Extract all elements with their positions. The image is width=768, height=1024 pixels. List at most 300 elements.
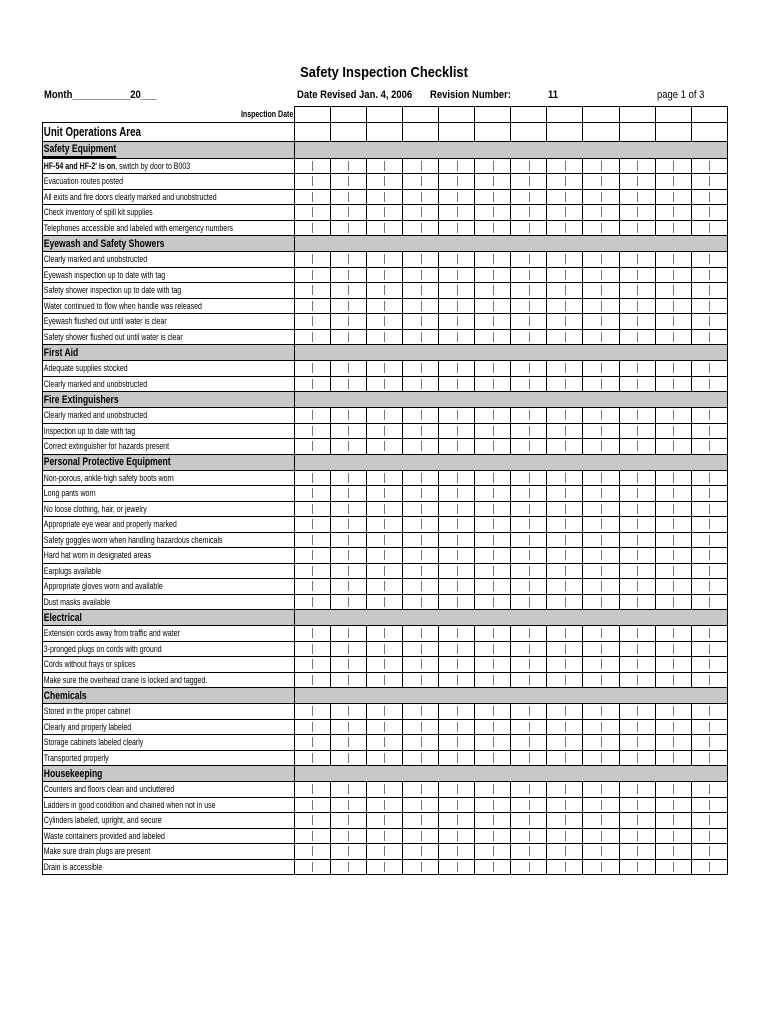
item-check-cell[interactable] — [583, 267, 619, 283]
item-check-cell[interactable] — [583, 594, 619, 610]
item-check-cell[interactable] — [366, 158, 402, 174]
item-check-cell[interactable] — [439, 672, 475, 688]
item-check-cell[interactable] — [655, 220, 691, 236]
item-check-cell[interactable] — [655, 548, 691, 564]
item-check-cell[interactable] — [439, 813, 475, 829]
item-check-cell[interactable] — [691, 517, 727, 533]
item-check-cell[interactable] — [583, 672, 619, 688]
item-check-cell[interactable] — [294, 314, 330, 330]
item-check-cell[interactable] — [366, 517, 402, 533]
item-check-cell[interactable] — [330, 735, 366, 751]
item-check-cell[interactable] — [439, 828, 475, 844]
item-check-cell[interactable] — [619, 189, 655, 205]
item-check-cell[interactable] — [691, 220, 727, 236]
item-check-cell[interactable] — [330, 672, 366, 688]
item-check-cell[interactable] — [655, 626, 691, 642]
item-check-cell[interactable] — [655, 408, 691, 424]
item-check-cell[interactable] — [655, 298, 691, 314]
item-check-cell[interactable] — [655, 423, 691, 439]
item-check-cell[interactable] — [655, 252, 691, 268]
item-check-cell[interactable] — [439, 158, 475, 174]
item-check-cell[interactable] — [366, 719, 402, 735]
item-check-cell[interactable] — [294, 252, 330, 268]
area-check-cell[interactable] — [330, 122, 366, 141]
item-check-cell[interactable] — [366, 548, 402, 564]
item-check-cell[interactable] — [330, 439, 366, 455]
inspection-date-cell[interactable] — [655, 107, 691, 123]
item-check-cell[interactable] — [691, 579, 727, 595]
item-check-cell[interactable] — [330, 470, 366, 486]
item-check-cell[interactable] — [439, 501, 475, 517]
item-check-cell[interactable] — [403, 813, 439, 829]
item-check-cell[interactable] — [583, 329, 619, 345]
item-check-cell[interactable] — [655, 641, 691, 657]
item-check-cell[interactable] — [583, 158, 619, 174]
item-check-cell[interactable] — [366, 376, 402, 392]
item-check-cell[interactable] — [439, 267, 475, 283]
item-check-cell[interactable] — [511, 672, 547, 688]
item-check-cell[interactable] — [583, 641, 619, 657]
item-check-cell[interactable] — [294, 298, 330, 314]
item-check-cell[interactable] — [403, 704, 439, 720]
item-check-cell[interactable] — [366, 314, 402, 330]
item-check-cell[interactable] — [403, 408, 439, 424]
item-check-cell[interactable] — [294, 813, 330, 829]
area-check-cell[interactable] — [511, 122, 547, 141]
item-check-cell[interactable] — [655, 719, 691, 735]
item-check-cell[interactable] — [294, 205, 330, 221]
item-check-cell[interactable] — [439, 252, 475, 268]
item-check-cell[interactable] — [439, 283, 475, 299]
item-check-cell[interactable] — [330, 205, 366, 221]
item-check-cell[interactable] — [475, 750, 511, 766]
item-check-cell[interactable] — [366, 828, 402, 844]
item-check-cell[interactable] — [439, 205, 475, 221]
inspection-date-cell[interactable] — [691, 107, 727, 123]
item-check-cell[interactable] — [366, 859, 402, 875]
item-check-cell[interactable] — [439, 782, 475, 798]
item-check-cell[interactable] — [583, 813, 619, 829]
item-check-cell[interactable] — [403, 314, 439, 330]
item-check-cell[interactable] — [511, 470, 547, 486]
item-check-cell[interactable] — [330, 828, 366, 844]
item-check-cell[interactable] — [366, 408, 402, 424]
item-check-cell[interactable] — [366, 735, 402, 751]
item-check-cell[interactable] — [403, 719, 439, 735]
item-check-cell[interactable] — [366, 329, 402, 345]
item-check-cell[interactable] — [655, 844, 691, 860]
item-check-cell[interactable] — [619, 828, 655, 844]
item-check-cell[interactable] — [475, 532, 511, 548]
month-field[interactable]: Month___________20___ — [44, 89, 157, 101]
item-check-cell[interactable] — [330, 797, 366, 813]
item-check-cell[interactable] — [655, 579, 691, 595]
item-check-cell[interactable] — [511, 376, 547, 392]
item-check-cell[interactable] — [294, 423, 330, 439]
item-check-cell[interactable] — [403, 501, 439, 517]
item-check-cell[interactable] — [583, 704, 619, 720]
item-check-cell[interactable] — [294, 158, 330, 174]
item-check-cell[interactable] — [583, 750, 619, 766]
item-check-cell[interactable] — [583, 283, 619, 299]
item-check-cell[interactable] — [583, 205, 619, 221]
item-check-cell[interactable] — [475, 579, 511, 595]
item-check-cell[interactable] — [366, 174, 402, 190]
item-check-cell[interactable] — [439, 750, 475, 766]
item-check-cell[interactable] — [439, 859, 475, 875]
item-check-cell[interactable] — [583, 252, 619, 268]
item-check-cell[interactable] — [655, 735, 691, 751]
item-check-cell[interactable] — [655, 158, 691, 174]
item-check-cell[interactable] — [691, 813, 727, 829]
item-check-cell[interactable] — [655, 859, 691, 875]
item-check-cell[interactable] — [655, 704, 691, 720]
item-check-cell[interactable] — [619, 252, 655, 268]
item-check-cell[interactable] — [403, 329, 439, 345]
item-check-cell[interactable] — [619, 641, 655, 657]
item-check-cell[interactable] — [583, 563, 619, 579]
item-check-cell[interactable] — [366, 594, 402, 610]
item-check-cell[interactable] — [655, 329, 691, 345]
item-check-cell[interactable] — [330, 267, 366, 283]
item-check-cell[interactable] — [439, 174, 475, 190]
item-check-cell[interactable] — [583, 859, 619, 875]
item-check-cell[interactable] — [583, 408, 619, 424]
item-check-cell[interactable] — [619, 267, 655, 283]
item-check-cell[interactable] — [547, 189, 583, 205]
item-check-cell[interactable] — [619, 408, 655, 424]
item-check-cell[interactable] — [475, 329, 511, 345]
item-check-cell[interactable] — [330, 859, 366, 875]
item-check-cell[interactable] — [330, 844, 366, 860]
item-check-cell[interactable] — [403, 423, 439, 439]
item-check-cell[interactable] — [583, 735, 619, 751]
item-check-cell[interactable] — [583, 486, 619, 502]
item-check-cell[interactable] — [475, 376, 511, 392]
item-check-cell[interactable] — [475, 859, 511, 875]
item-check-cell[interactable] — [547, 813, 583, 829]
item-check-cell[interactable] — [547, 657, 583, 673]
item-check-cell[interactable] — [366, 361, 402, 377]
item-check-cell[interactable] — [439, 470, 475, 486]
item-check-cell[interactable] — [511, 563, 547, 579]
item-check-cell[interactable] — [583, 517, 619, 533]
item-check-cell[interactable] — [511, 735, 547, 751]
item-check-cell[interactable] — [691, 252, 727, 268]
item-check-cell[interactable] — [691, 594, 727, 610]
item-check-cell[interactable] — [583, 657, 619, 673]
item-check-cell[interactable] — [330, 174, 366, 190]
item-check-cell[interactable] — [330, 719, 366, 735]
item-check-cell[interactable] — [403, 439, 439, 455]
item-check-cell[interactable] — [691, 439, 727, 455]
item-check-cell[interactable] — [330, 361, 366, 377]
item-check-cell[interactable] — [403, 252, 439, 268]
item-check-cell[interactable] — [583, 439, 619, 455]
item-check-cell[interactable] — [366, 797, 402, 813]
item-check-cell[interactable] — [511, 828, 547, 844]
item-check-cell[interactable] — [403, 735, 439, 751]
item-check-cell[interactable] — [294, 220, 330, 236]
item-check-cell[interactable] — [583, 189, 619, 205]
item-check-cell[interactable] — [330, 501, 366, 517]
item-check-cell[interactable] — [403, 657, 439, 673]
item-check-cell[interactable] — [439, 579, 475, 595]
item-check-cell[interactable] — [403, 797, 439, 813]
item-check-cell[interactable] — [366, 641, 402, 657]
item-check-cell[interactable] — [366, 626, 402, 642]
item-check-cell[interactable] — [547, 361, 583, 377]
item-check-cell[interactable] — [330, 158, 366, 174]
item-check-cell[interactable] — [294, 376, 330, 392]
item-check-cell[interactable] — [511, 189, 547, 205]
item-check-cell[interactable] — [655, 532, 691, 548]
item-check-cell[interactable] — [547, 329, 583, 345]
item-check-cell[interactable] — [294, 189, 330, 205]
item-check-cell[interactable] — [403, 517, 439, 533]
item-check-cell[interactable] — [583, 220, 619, 236]
item-check-cell[interactable] — [547, 220, 583, 236]
item-check-cell[interactable] — [547, 548, 583, 564]
item-check-cell[interactable] — [547, 267, 583, 283]
item-check-cell[interactable] — [691, 267, 727, 283]
item-check-cell[interactable] — [511, 859, 547, 875]
item-check-cell[interactable] — [691, 750, 727, 766]
item-check-cell[interactable] — [619, 735, 655, 751]
item-check-cell[interactable] — [691, 532, 727, 548]
item-check-cell[interactable] — [691, 423, 727, 439]
item-check-cell[interactable] — [330, 376, 366, 392]
item-check-cell[interactable] — [366, 704, 402, 720]
item-check-cell[interactable] — [366, 672, 402, 688]
item-check-cell[interactable] — [330, 548, 366, 564]
item-check-cell[interactable] — [511, 782, 547, 798]
item-check-cell[interactable] — [547, 298, 583, 314]
item-check-cell[interactable] — [655, 828, 691, 844]
item-check-cell[interactable] — [475, 408, 511, 424]
item-check-cell[interactable] — [330, 486, 366, 502]
item-check-cell[interactable] — [547, 735, 583, 751]
item-check-cell[interactable] — [511, 439, 547, 455]
item-check-cell[interactable] — [655, 517, 691, 533]
item-check-cell[interactable] — [655, 439, 691, 455]
item-check-cell[interactable] — [294, 563, 330, 579]
item-check-cell[interactable] — [619, 594, 655, 610]
item-check-cell[interactable] — [366, 267, 402, 283]
item-check-cell[interactable] — [547, 704, 583, 720]
item-check-cell[interactable] — [439, 704, 475, 720]
item-check-cell[interactable] — [294, 735, 330, 751]
item-check-cell[interactable] — [619, 423, 655, 439]
item-check-cell[interactable] — [294, 626, 330, 642]
item-check-cell[interactable] — [691, 329, 727, 345]
item-check-cell[interactable] — [330, 408, 366, 424]
item-check-cell[interactable] — [366, 205, 402, 221]
item-check-cell[interactable] — [547, 283, 583, 299]
item-check-cell[interactable] — [619, 220, 655, 236]
item-check-cell[interactable] — [691, 548, 727, 564]
item-check-cell[interactable] — [294, 750, 330, 766]
item-check-cell[interactable] — [511, 205, 547, 221]
item-check-cell[interactable] — [475, 501, 511, 517]
item-check-cell[interactable] — [439, 329, 475, 345]
item-check-cell[interactable] — [366, 486, 402, 502]
item-check-cell[interactable] — [330, 750, 366, 766]
item-check-cell[interactable] — [655, 782, 691, 798]
item-check-cell[interactable] — [583, 797, 619, 813]
item-check-cell[interactable] — [403, 376, 439, 392]
item-check-cell[interactable] — [511, 283, 547, 299]
item-check-cell[interactable] — [475, 517, 511, 533]
item-check-cell[interactable] — [330, 220, 366, 236]
item-check-cell[interactable] — [547, 408, 583, 424]
item-check-cell[interactable] — [439, 657, 475, 673]
area-check-cell[interactable] — [655, 122, 691, 141]
item-check-cell[interactable] — [330, 641, 366, 657]
item-check-cell[interactable] — [583, 298, 619, 314]
item-check-cell[interactable] — [294, 470, 330, 486]
item-check-cell[interactable] — [619, 470, 655, 486]
area-check-cell[interactable] — [294, 122, 330, 141]
item-check-cell[interactable] — [511, 548, 547, 564]
item-check-cell[interactable] — [691, 563, 727, 579]
item-check-cell[interactable] — [403, 828, 439, 844]
item-check-cell[interactable] — [366, 298, 402, 314]
item-check-cell[interactable] — [619, 439, 655, 455]
item-check-cell[interactable] — [294, 859, 330, 875]
item-check-cell[interactable] — [330, 594, 366, 610]
item-check-cell[interactable] — [439, 517, 475, 533]
item-check-cell[interactable] — [691, 704, 727, 720]
item-check-cell[interactable] — [691, 782, 727, 798]
item-check-cell[interactable] — [511, 501, 547, 517]
item-check-cell[interactable] — [619, 376, 655, 392]
item-check-cell[interactable] — [583, 626, 619, 642]
item-check-cell[interactable] — [475, 361, 511, 377]
item-check-cell[interactable] — [475, 704, 511, 720]
item-check-cell[interactable] — [547, 501, 583, 517]
item-check-cell[interactable] — [366, 220, 402, 236]
item-check-cell[interactable] — [655, 314, 691, 330]
item-check-cell[interactable] — [511, 844, 547, 860]
item-check-cell[interactable] — [511, 532, 547, 548]
item-check-cell[interactable] — [547, 594, 583, 610]
item-check-cell[interactable] — [547, 423, 583, 439]
item-check-cell[interactable] — [691, 735, 727, 751]
item-check-cell[interactable] — [403, 626, 439, 642]
item-check-cell[interactable] — [655, 470, 691, 486]
item-check-cell[interactable] — [691, 486, 727, 502]
item-check-cell[interactable] — [475, 719, 511, 735]
item-check-cell[interactable] — [547, 439, 583, 455]
item-check-cell[interactable] — [691, 174, 727, 190]
item-check-cell[interactable] — [655, 361, 691, 377]
item-check-cell[interactable] — [294, 329, 330, 345]
item-check-cell[interactable] — [691, 361, 727, 377]
item-check-cell[interactable] — [619, 719, 655, 735]
inspection-date-cell[interactable] — [403, 107, 439, 123]
item-check-cell[interactable] — [583, 548, 619, 564]
item-check-cell[interactable] — [691, 844, 727, 860]
item-check-cell[interactable] — [655, 797, 691, 813]
item-check-cell[interactable] — [655, 594, 691, 610]
area-check-cell[interactable] — [366, 122, 402, 141]
item-check-cell[interactable] — [330, 283, 366, 299]
item-check-cell[interactable] — [619, 813, 655, 829]
item-check-cell[interactable] — [294, 672, 330, 688]
item-check-cell[interactable] — [655, 813, 691, 829]
item-check-cell[interactable] — [403, 267, 439, 283]
item-check-cell[interactable] — [439, 220, 475, 236]
item-check-cell[interactable] — [547, 844, 583, 860]
item-check-cell[interactable] — [403, 548, 439, 564]
item-check-cell[interactable] — [475, 220, 511, 236]
item-check-cell[interactable] — [655, 750, 691, 766]
item-check-cell[interactable] — [619, 626, 655, 642]
item-check-cell[interactable] — [655, 267, 691, 283]
item-check-cell[interactable] — [475, 158, 511, 174]
inspection-date-cell[interactable] — [330, 107, 366, 123]
item-check-cell[interactable] — [511, 626, 547, 642]
item-check-cell[interactable] — [475, 657, 511, 673]
item-check-cell[interactable] — [655, 376, 691, 392]
item-check-cell[interactable] — [475, 423, 511, 439]
item-check-cell[interactable] — [619, 158, 655, 174]
item-check-cell[interactable] — [403, 579, 439, 595]
item-check-cell[interactable] — [655, 486, 691, 502]
item-check-cell[interactable] — [619, 548, 655, 564]
item-check-cell[interactable] — [366, 439, 402, 455]
item-check-cell[interactable] — [583, 719, 619, 735]
item-check-cell[interactable] — [403, 594, 439, 610]
item-check-cell[interactable] — [511, 641, 547, 657]
item-check-cell[interactable] — [294, 174, 330, 190]
item-check-cell[interactable] — [439, 189, 475, 205]
item-check-cell[interactable] — [330, 782, 366, 798]
item-check-cell[interactable] — [330, 298, 366, 314]
item-check-cell[interactable] — [366, 283, 402, 299]
item-check-cell[interactable] — [475, 813, 511, 829]
item-check-cell[interactable] — [619, 750, 655, 766]
item-check-cell[interactable] — [619, 563, 655, 579]
item-check-cell[interactable] — [366, 563, 402, 579]
item-check-cell[interactable] — [619, 501, 655, 517]
item-check-cell[interactable] — [691, 626, 727, 642]
item-check-cell[interactable] — [511, 361, 547, 377]
item-check-cell[interactable] — [294, 844, 330, 860]
item-check-cell[interactable] — [547, 470, 583, 486]
item-check-cell[interactable] — [439, 439, 475, 455]
item-check-cell[interactable] — [294, 641, 330, 657]
item-check-cell[interactable] — [583, 782, 619, 798]
item-check-cell[interactable] — [439, 719, 475, 735]
item-check-cell[interactable] — [439, 408, 475, 424]
inspection-date-cell[interactable] — [366, 107, 402, 123]
item-check-cell[interactable] — [330, 329, 366, 345]
item-check-cell[interactable] — [294, 828, 330, 844]
item-check-cell[interactable] — [403, 361, 439, 377]
item-check-cell[interactable] — [475, 267, 511, 283]
item-check-cell[interactable] — [619, 579, 655, 595]
item-check-cell[interactable] — [475, 252, 511, 268]
item-check-cell[interactable] — [294, 267, 330, 283]
item-check-cell[interactable] — [475, 439, 511, 455]
item-check-cell[interactable] — [294, 439, 330, 455]
item-check-cell[interactable] — [403, 283, 439, 299]
item-check-cell[interactable] — [294, 361, 330, 377]
item-check-cell[interactable] — [330, 423, 366, 439]
item-check-cell[interactable] — [511, 517, 547, 533]
